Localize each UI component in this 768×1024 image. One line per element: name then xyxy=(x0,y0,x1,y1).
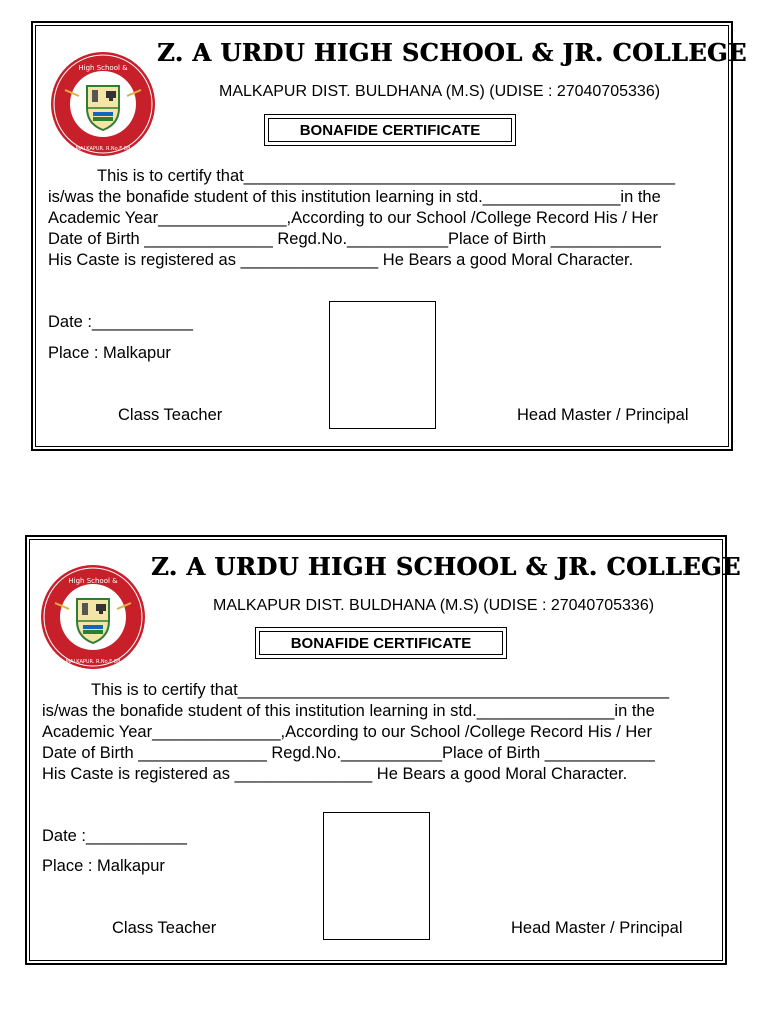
school-name: Z. A URDU HIGH SCHOOL & JR. COLLEGE xyxy=(151,552,741,581)
certificate-title-box xyxy=(255,627,507,659)
body-line-2: is/was the bonafide student of this institution learning in std._______________in the xyxy=(48,188,661,206)
school-logo-icon xyxy=(49,50,157,158)
school-address: MALKAPUR DIST. BULDHANA (M.S) (UDISE : 27040705336) xyxy=(213,597,655,614)
certificate-card-1 xyxy=(31,21,747,451)
body-line-5: His Caste is registered as _______________ He Bears a good Moral Character. xyxy=(48,251,634,269)
body-line-1: This is to certify that_______________________________________________ xyxy=(97,167,676,185)
date-label: Date :___________ xyxy=(42,827,187,845)
body-line-2: is/was the bonafide student of this institution learning in std._______________in the xyxy=(42,702,655,720)
svg-text:MALKAPUR. R.No.F-88: MALKAPUR. R.No.F-88 xyxy=(65,659,121,665)
place-label: Place : Malkapur xyxy=(48,344,171,362)
certificate-title: BONAFIDE CERTIFICATE xyxy=(259,631,503,655)
school-address: MALKAPUR DIST. BULDHANA (M.S) (UDISE : 27040705336) xyxy=(219,83,661,100)
body-line-3: Academic Year______________,According to our School /College Record His / Her xyxy=(48,209,658,227)
body-line-1: This is to certify that_______________________________________________ xyxy=(91,681,670,699)
body-line-4: Date of Birth ______________ Regd.No.___________Place of Birth ____________ xyxy=(42,744,655,762)
svg-text:MALKAPUR. R.No.F-88: MALKAPUR. R.No.F-88 xyxy=(75,146,131,152)
class-teacher-label: Class Teacher xyxy=(118,406,223,424)
certificate-title-box xyxy=(264,114,516,146)
body-line-5: His Caste is registered as _______________ He Bears a good Moral Character. xyxy=(42,765,628,783)
certificate-card-2 xyxy=(25,535,741,965)
date-label: Date :___________ xyxy=(48,313,193,331)
school-logo-icon xyxy=(39,563,147,671)
body-line-4: Date of Birth ______________ Regd.No.___________Place of Birth ____________ xyxy=(48,230,661,248)
class-teacher-label: Class Teacher xyxy=(112,919,217,937)
photo-box xyxy=(329,301,436,429)
principal-label: Head Master / Principal xyxy=(517,406,689,424)
school-name: Z. A URDU HIGH SCHOOL & JR. COLLEGE xyxy=(157,38,747,67)
body-line-3: Academic Year______________,According to our School /College Record His / Her xyxy=(42,723,652,741)
photo-box xyxy=(323,812,430,940)
svg-text:High School &: High School & xyxy=(68,577,118,585)
svg-text:High School &: High School & xyxy=(78,64,128,72)
certificate-title: BONAFIDE CERTIFICATE xyxy=(268,118,512,142)
principal-label: Head Master / Principal xyxy=(511,919,683,937)
place-label: Place : Malkapur xyxy=(42,857,165,875)
